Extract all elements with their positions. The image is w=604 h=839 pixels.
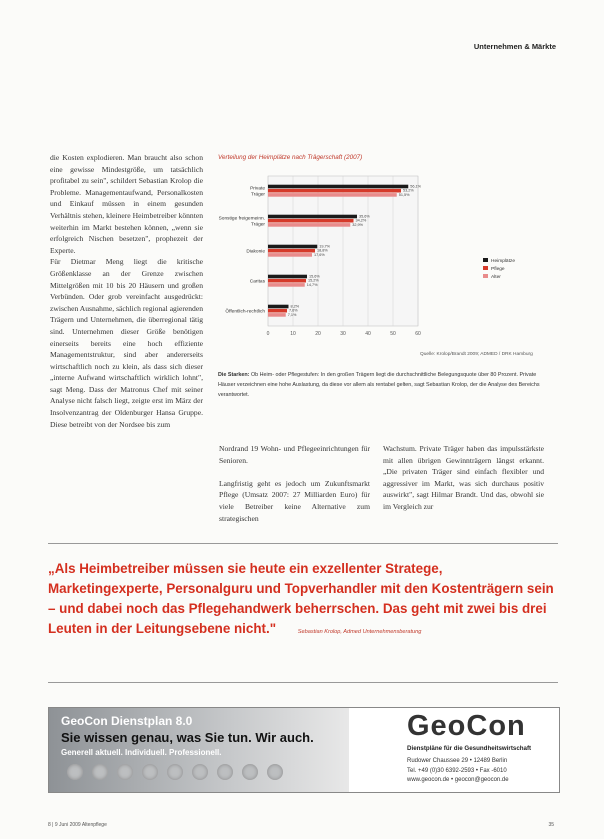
ad-phone: Tel. +49 (0)30 6392-2593 • Fax -6010 xyxy=(407,767,507,774)
ad-decorative-dots xyxy=(67,764,292,785)
quote-author: Sebastian Krolop, Admed Unternehmensberatung xyxy=(297,629,422,635)
bar-chart xyxy=(218,168,558,348)
bar xyxy=(268,245,317,249)
dot-icon xyxy=(267,764,283,780)
dot-icon xyxy=(92,764,108,780)
category-label: Diakonie xyxy=(246,249,265,255)
bar xyxy=(268,253,312,257)
x-tick-label: 10 xyxy=(290,331,296,337)
bar xyxy=(268,223,350,227)
article-column-2 xyxy=(219,443,370,524)
ad-web-link[interactable]: www.geocon.de • geocon@geocon.de xyxy=(407,777,509,783)
bar xyxy=(268,313,286,317)
data-label: 7,1% xyxy=(287,312,297,317)
x-tick-label: 30 xyxy=(340,331,346,337)
bar xyxy=(268,283,305,287)
data-label: 17,6% xyxy=(314,252,325,257)
bar xyxy=(268,305,289,309)
divider xyxy=(48,682,558,683)
category-label: Private Träger xyxy=(250,186,265,198)
dot-icon xyxy=(192,764,208,780)
chart-title: Verteilung der Heimplätze nach Trägerschaft (2007) xyxy=(218,154,363,161)
x-tick-label: 40 xyxy=(365,331,371,337)
legend-swatch xyxy=(483,266,488,270)
dot-icon xyxy=(67,764,83,780)
dot-icon xyxy=(242,764,258,780)
footer-issue: 8 | 9 Juni 2009 Altenpflege xyxy=(48,822,107,828)
page-number: 35 xyxy=(548,822,554,828)
ad-contact xyxy=(407,757,509,786)
legend-label: Heimplätze xyxy=(491,258,515,264)
article-column-3 xyxy=(383,443,544,513)
paragraph: Wachstum. Private Träger haben das impulsstärkste mit allen übrigen Gewinnträgern längst erkannt. „Die privaten Träger sind einfach flexibler und aggressiver im Markt, was sich durchaus positiv auswirkt", sagt Hilmar Brandt. Und das, obwohl sie im Vergleich zur xyxy=(383,444,544,511)
data-label: 34,2% xyxy=(355,218,367,223)
divider xyxy=(48,543,558,544)
dot-icon xyxy=(167,764,183,780)
paragraph: die Kosten explodieren. Man braucht also schon eine gewisse Mindestgröße, um tatsächlich profitabel zu sein", schildert Sebastian Krolop die Probleme. Managementaufwand, Personalkosten und Einkauf müssen in einem gesunden Verhältnis stehen, kleinere Heimbetreiber könnten weiterhin im Markt bestehen können, „wenn sie erfolgreich Nischen besetzen", prophezeit der Experte. xyxy=(50,153,203,255)
article-column-1 xyxy=(50,152,203,430)
paragraph: Langfristig geht es jedoch um Zukunftsmarkt Pflege (Umsatz 2007: 27 Milliarden Euro) für viele Betreiber keine Alternative zum strategischen xyxy=(219,478,370,523)
data-label: 18,8% xyxy=(317,248,328,253)
paragraph: Für Dietmar Meng liegt die kritische Größenklasse an der Grenze zwischen Mittelgrößen mit 10 bis 20 Häusern und großen Verbünden. Oder grob vereinfacht ausgedrückt: zwischen Ausnahme, sächlich regional agierenden Trägern und Unternehmen, die überregional tätig sind. Unternehmen dieser Größe benötigen einerseits bereits eine hoch effiziente Managementstruktur, sind aber andererseits wirtschaftlich noch zu klein, als dass sich dieser „interne Aufwand wirtschaftlich wirklich lohnt", sagt Meng. Dass der Matronus Chef mit seiner Analyse nicht falsch liegt, zeigte erst im März der Insolvenzantrag der Oldenburger Hansa Gruppe. Diese betreibt von der Nordsee bis zum xyxy=(50,257,203,429)
x-tick-label: 20 xyxy=(315,331,321,337)
legend-label: Alter xyxy=(491,274,501,280)
caption-lead: Die Starken: xyxy=(218,372,250,378)
bar xyxy=(268,219,354,223)
legend-swatch xyxy=(483,258,488,262)
geocon-logo: GeoCon xyxy=(407,710,526,742)
bar xyxy=(268,279,306,283)
data-label: 7,6% xyxy=(289,308,298,313)
bar xyxy=(268,249,315,253)
dot-icon xyxy=(217,764,233,780)
legend-swatch xyxy=(483,274,488,278)
data-label: 35,6% xyxy=(359,214,370,219)
dot-icon xyxy=(142,764,158,780)
data-label: 32,9% xyxy=(352,222,364,227)
bar xyxy=(268,309,287,313)
data-label: 15,2% xyxy=(308,278,319,283)
bar xyxy=(268,215,357,219)
data-label: 53,2% xyxy=(403,188,414,193)
x-tick-label: 50 xyxy=(390,331,396,337)
data-label: 51,5% xyxy=(398,192,410,197)
quote-text: „Als Heimbetreiber müssen sie heute ein exzellenter Stratege, Marketingexperte, Personalguru und Topverhandler mit den Kostenträgern sein – und dabei noch das Pflegehandwerk beherrschen. Das geht mit zwei bis drei Leuten in der Leitungsebene nicht." xyxy=(48,561,554,636)
bar xyxy=(268,185,408,189)
data-label: 8,2% xyxy=(290,304,300,309)
ad-headline: Sie wissen genau, was Sie tun. Wir auch. xyxy=(61,730,314,745)
data-label: 15,6% xyxy=(309,274,320,279)
section-header: Unternehmen & Märkte xyxy=(473,42,556,51)
bar xyxy=(268,189,401,193)
data-label: 19,7% xyxy=(319,244,331,249)
advertisement[interactable] xyxy=(48,707,560,793)
ad-address: Rudower Chaussee 29 • 12489 Berlin xyxy=(407,758,508,764)
x-tick-label: 60 xyxy=(415,331,421,337)
ad-subline: Generell aktuell. Individuell. Professionell. xyxy=(61,748,222,757)
category-label: Öffentlich-rechtlich xyxy=(225,309,265,315)
dot-icon xyxy=(117,764,133,780)
legend-label: Pflege xyxy=(491,266,505,272)
bar xyxy=(268,193,397,197)
paragraph: Nordrand 19 Wohn- und Pflegeeinrichtungen für Senioren. xyxy=(219,444,370,465)
ad-tagline: Dienstpläne für die Gesundheitswirtschaft xyxy=(407,745,532,752)
pull-quote xyxy=(48,559,558,642)
bar xyxy=(268,275,307,279)
data-label: 56,1% xyxy=(410,184,422,189)
x-tick-label: 0 xyxy=(266,331,270,337)
chart-source: Quelle: Krolop/Brandt 2009; ADMED / DRK Hamburg xyxy=(420,352,533,357)
data-label: 14,7% xyxy=(306,282,318,287)
chart-caption xyxy=(218,371,548,400)
ad-product: GeoCon Dienstplan 8.0 xyxy=(61,714,193,728)
category-label: Caritas xyxy=(249,279,265,285)
category-label: Sonstige freigemeinn. Träger xyxy=(218,216,265,228)
caption-text: Ob Heim- oder Pflegestufen: In den großen Trägern liegt die durchschnittliche Belegungsquote über 80 Prozent. Private Häuser verzeichnen eine hohe Auslastung, da diese vor allem als rentabel gelten, sagt Sebastian Krolop, der die Analyse des Bereichs verantwortet. xyxy=(218,372,540,398)
